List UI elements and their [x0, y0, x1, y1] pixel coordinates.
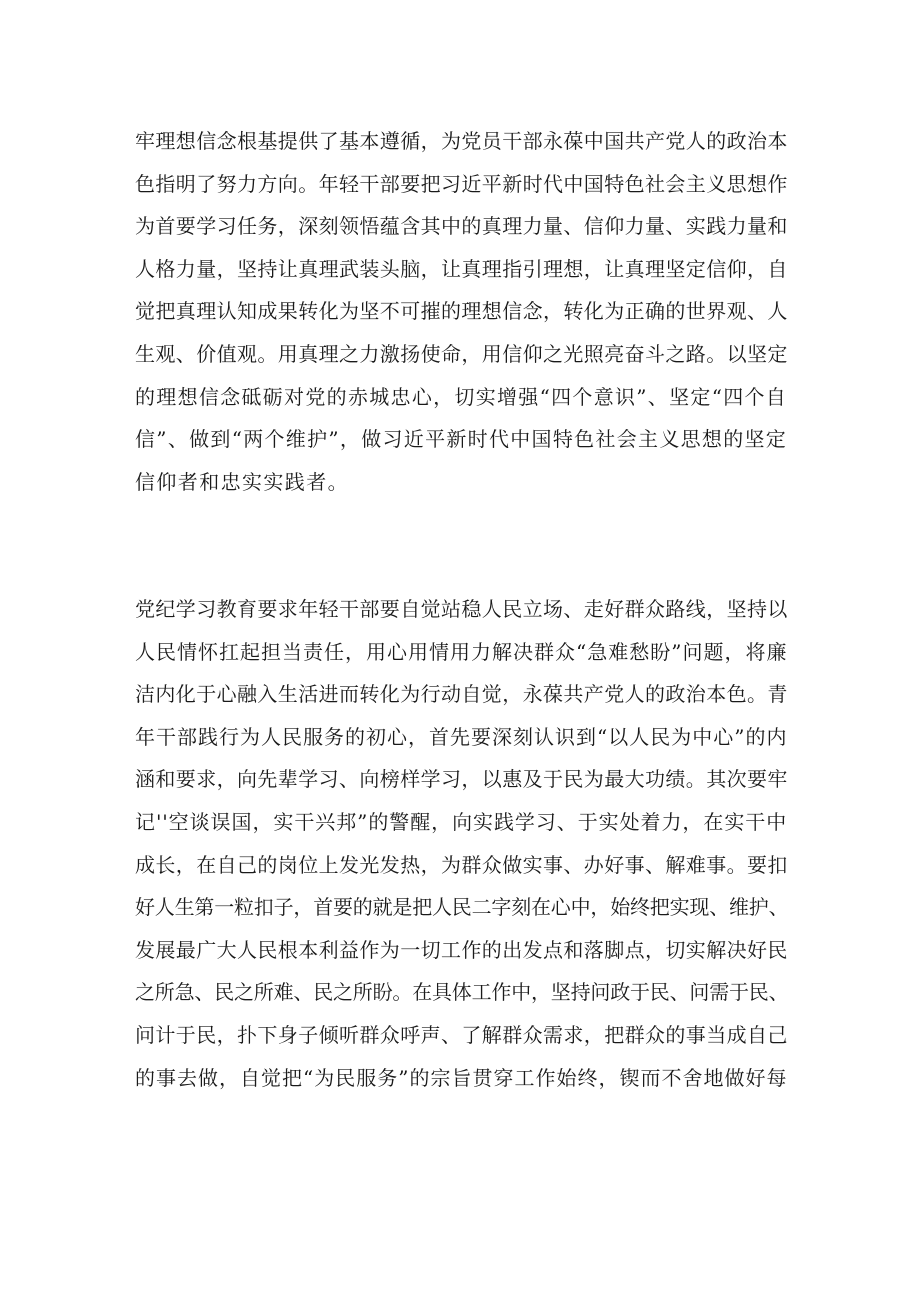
text-line: 成长，在自己的岗位上发光发热，为群众做实事、办好事、解难事。要扣 — [135, 852, 788, 877]
text-line: 之所急、民之所难、民之所盼。在具体工作中，坚持问政于民、问需于民、 — [135, 980, 789, 1005]
text-line: 年干部践行为人民服务的初心，首先要深刻认识到“以人民为中心”的内 — [135, 724, 788, 749]
text-line-last: 信仰者和忠实实践者。 — [135, 469, 349, 494]
text-line: 觉把真理认知成果转化为坚不可摧的理想信念，转化为正确的世界观、人 — [135, 299, 788, 324]
text-line: 洁内化于心融入生活进而转化为行动自觉，永葆共产党人的政治本色。青 — [135, 682, 788, 707]
text-line: 为首要学习任务，深刻领悟蕴含其中的真理力量、信仰力量、实践力量和 — [135, 214, 788, 239]
text-line: 生观、价值观。用真理之力激扬使命，用信仰之光照亮奋斗之路。以坚定 — [135, 341, 788, 366]
paragraph-serving-the-people — [135, 588, 787, 1099]
paragraph-ideals-and-beliefs — [135, 120, 787, 503]
text-line: 好人生第一粒扣子，首要的就是把人民二字刻在心中，始终把实现、维护、 — [135, 895, 789, 920]
text-line: 的理想信念砥砺对党的赤城忠心，切实增强“四个意识”、坚定“四个自 — [135, 384, 787, 409]
text-line: 的事去做，自觉把“为民服务”的宗旨贯穿工作始终，锲而不舍地做好每 — [135, 1065, 788, 1090]
text-line: 牢理想信念根基提供了基本遵循，为党员干部永葆中国共产党人的政治本 — [135, 129, 788, 153]
text-line: 记''空谈误国，实干兴邦”的警醒，向实践学习、于实处着力，在实干中 — [135, 809, 787, 834]
text-line: 人格力量，坚持让真理武装头脑，让真理指引理想，让真理坚定信仰，自 — [135, 256, 788, 281]
text-line: 问计于民，扑下身子倾听群众呼声、了解群众需求，把群众的事当成自己 — [135, 1022, 788, 1047]
text-line: 发展最广大人民根本利益作为一切工作的出发点和落脚点，切实解决好民 — [135, 937, 788, 962]
text-line: 人民情怀扛起担当责任，用心用情用力解决群众“急难愁盼”问题，将廉 — [135, 639, 788, 664]
text-line: 党纪学习教育要求年轻干部要自觉站稳人民立场、走好群众路线，坚持以 — [135, 597, 788, 621]
text-line: 信”、做到“两个维护”，做习近平新时代中国特色社会主义思想的坚定 — [135, 427, 787, 452]
text-line: 色指明了努力方向。年轻干部要把习近平新时代中国特色社会主义思想作 — [135, 171, 788, 196]
text-line: 涵和要求，向先辈学习、向榜样学习，以惠及于民为最大功绩。其次要牢 — [135, 767, 788, 792]
